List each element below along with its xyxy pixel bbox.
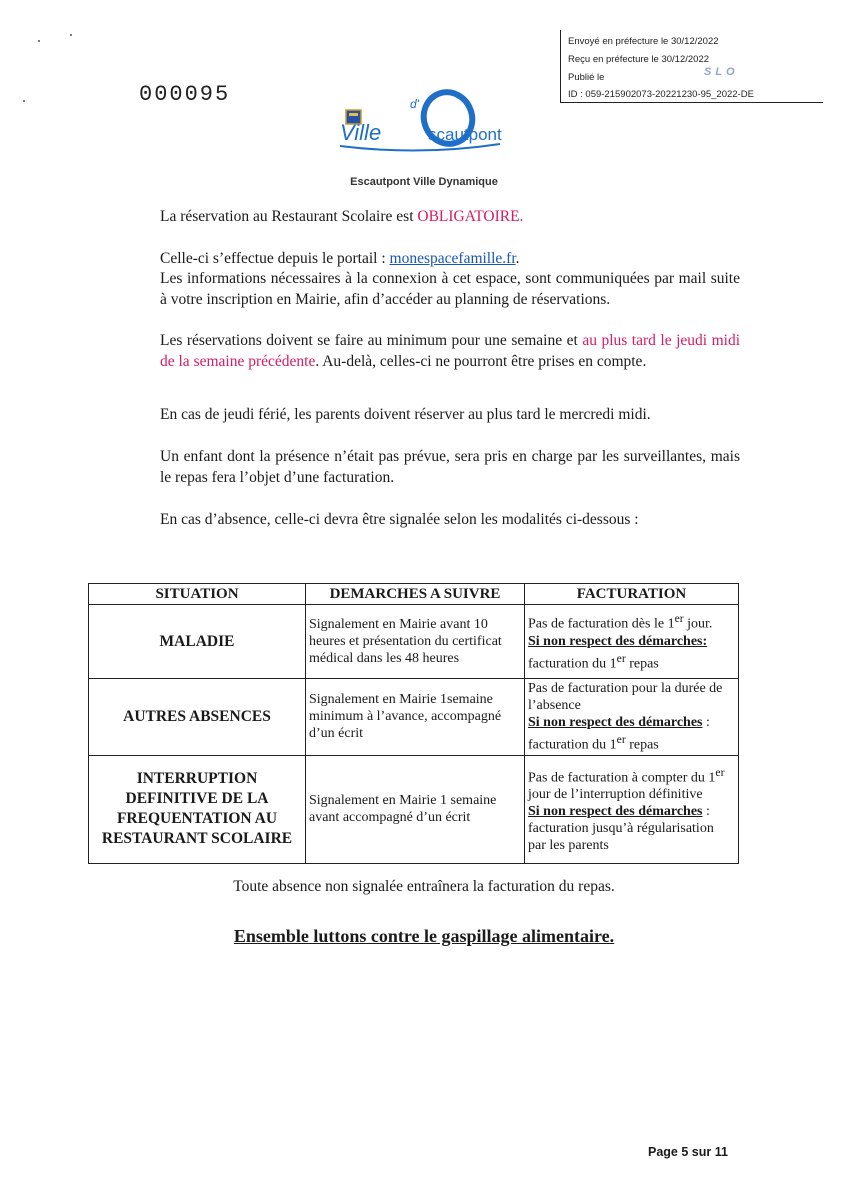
table-row: [89, 679, 739, 756]
portal-link[interactable]: monespacefamille.fr: [389, 250, 516, 267]
fact-consequence-end: repas: [625, 737, 659, 753]
fact-sup: er: [674, 612, 684, 626]
fact-consequence: facturation du 1: [528, 656, 617, 672]
page-number: Page 5 sur 11: [648, 1145, 728, 1159]
stamp-received: Reçu en préfecture le 30/12/2022: [568, 54, 710, 65]
p2-end: .: [515, 250, 520, 267]
header-facturation: FACTURATION: [525, 584, 739, 605]
situation-cell: INTERRUPTION DEFINITIVE DE LA FREQUENTATION AU RESTAURANT SCOLAIRE: [89, 755, 306, 863]
logo-ville-text: Ville: [340, 120, 382, 145]
slo-logo: SLO: [704, 66, 739, 78]
non-respect-label: Si non respect des démarches: [528, 715, 703, 730]
situation-cell: MALADIE: [89, 605, 306, 679]
fact-sup: er: [616, 652, 626, 665]
intro-paragraph-6: Un enfant dont la présence n’était pas prévue, sera pris en charge par les surveillantes, mais le repas fera l’objet d’une facturation.: [160, 448, 740, 486]
facturation-cell: [525, 755, 739, 863]
unreported-absence-note: Toute absence non signalée entraînera la facturation du repas.: [233, 878, 615, 895]
scan-speck: [70, 34, 72, 36]
non-respect-colon: :: [702, 804, 710, 820]
facturation-cell: [525, 679, 739, 756]
p1-text: La réservation au Restaurant Scolaire est: [160, 208, 418, 225]
intro-paragraph-3: Les informations nécessaires à la connexion à cet espace, sont communiquées par mail suite à votre inscription en Mairie, afin d’accéder au planning de réservations.: [160, 270, 740, 308]
stamp-id: ID : 059-215902073-20221230-95_2022-DE: [568, 89, 754, 100]
stamp-published: Publié le: [568, 72, 605, 83]
non-respect-label: Si non respect des démarches:: [528, 634, 708, 649]
fact-text: Pas de facturation pour la durée de l’absence: [528, 681, 723, 713]
fact-consequence: facturation du 1: [528, 737, 617, 753]
document-number: 000095: [139, 82, 231, 107]
situation-cell: AUTRES ABSENCES: [89, 679, 306, 756]
p4-end: . Au-delà, celles-ci ne pourront être prises en compte.: [315, 353, 647, 370]
fact-text-end: jour de l’interruption définitive: [528, 787, 703, 803]
fact-consequence: facturation jusqu’à régularisation par les parents: [528, 821, 714, 854]
p2-text: Celle-ci s’effectue depuis le portail :: [160, 250, 390, 267]
table-row: [89, 605, 739, 679]
intro-paragraph-2: [160, 248, 740, 269]
header-situation: SITUATION: [89, 584, 306, 605]
intro-paragraph-1: [160, 206, 740, 227]
scan-speck: [38, 40, 40, 42]
escautpont-logo: [330, 84, 510, 162]
logo-escautpont-text: scautpont: [428, 125, 502, 144]
intro-paragraph-5: En cas de jeudi férié, les parents doivent réserver au plus tard le mercredi midi.: [160, 406, 651, 423]
fact-sup: er: [715, 765, 725, 779]
header-demarches: DEMARCHES A SUIVRE: [306, 584, 525, 605]
demarche-cell: Signalement en Mairie avant 10 heures et présentation du certificat médical dans les 48 heures: [306, 605, 525, 679]
town-motto: Escautpont Ville Dynamique: [350, 176, 498, 188]
table-header-row: [89, 584, 739, 605]
stamp-sent: Envoyé en préfecture le 30/12/2022: [568, 36, 719, 47]
fact-text: Pas de facturation à compter du 1: [528, 770, 716, 786]
p4-text: Les réservations doivent se faire au minimum pour une semaine et: [160, 332, 583, 349]
intro-paragraph-4: [160, 330, 740, 372]
fact-text-end: jour.: [683, 617, 713, 632]
anti-waste-slogan: Ensemble luttons contre le gaspillage alimentaire.: [233, 926, 615, 946]
fact-sup: er: [616, 733, 626, 746]
obligatoire-emphasis: OBLIGATOIRE.: [417, 208, 524, 225]
fact-consequence-end: repas: [625, 656, 659, 672]
demarche-cell: Signalement en Mairie 1 semaine avant accompagné d’un écrit: [306, 755, 525, 863]
scan-speck: [23, 100, 25, 102]
facturation-cell: [525, 605, 739, 679]
fact-text: Pas de facturation dès le 1: [528, 617, 675, 632]
non-respect-colon: :: [702, 715, 710, 730]
intro-paragraph-7: En cas d’absence, celle-ci devra être signalée selon les modalités ci-dessous :: [160, 511, 639, 528]
non-respect-label: Si non respect des démarches: [528, 804, 703, 820]
table-row: [89, 755, 739, 863]
deadline-emphasis: au plus tard le jeudi midi de la semaine précédente: [160, 332, 741, 370]
absence-rules-table: [88, 583, 739, 864]
logo-d-text: d': [410, 97, 419, 111]
demarche-cell: Signalement en Mairie 1semaine minimum à l’avance, accompagné d’un écrit: [306, 679, 525, 756]
